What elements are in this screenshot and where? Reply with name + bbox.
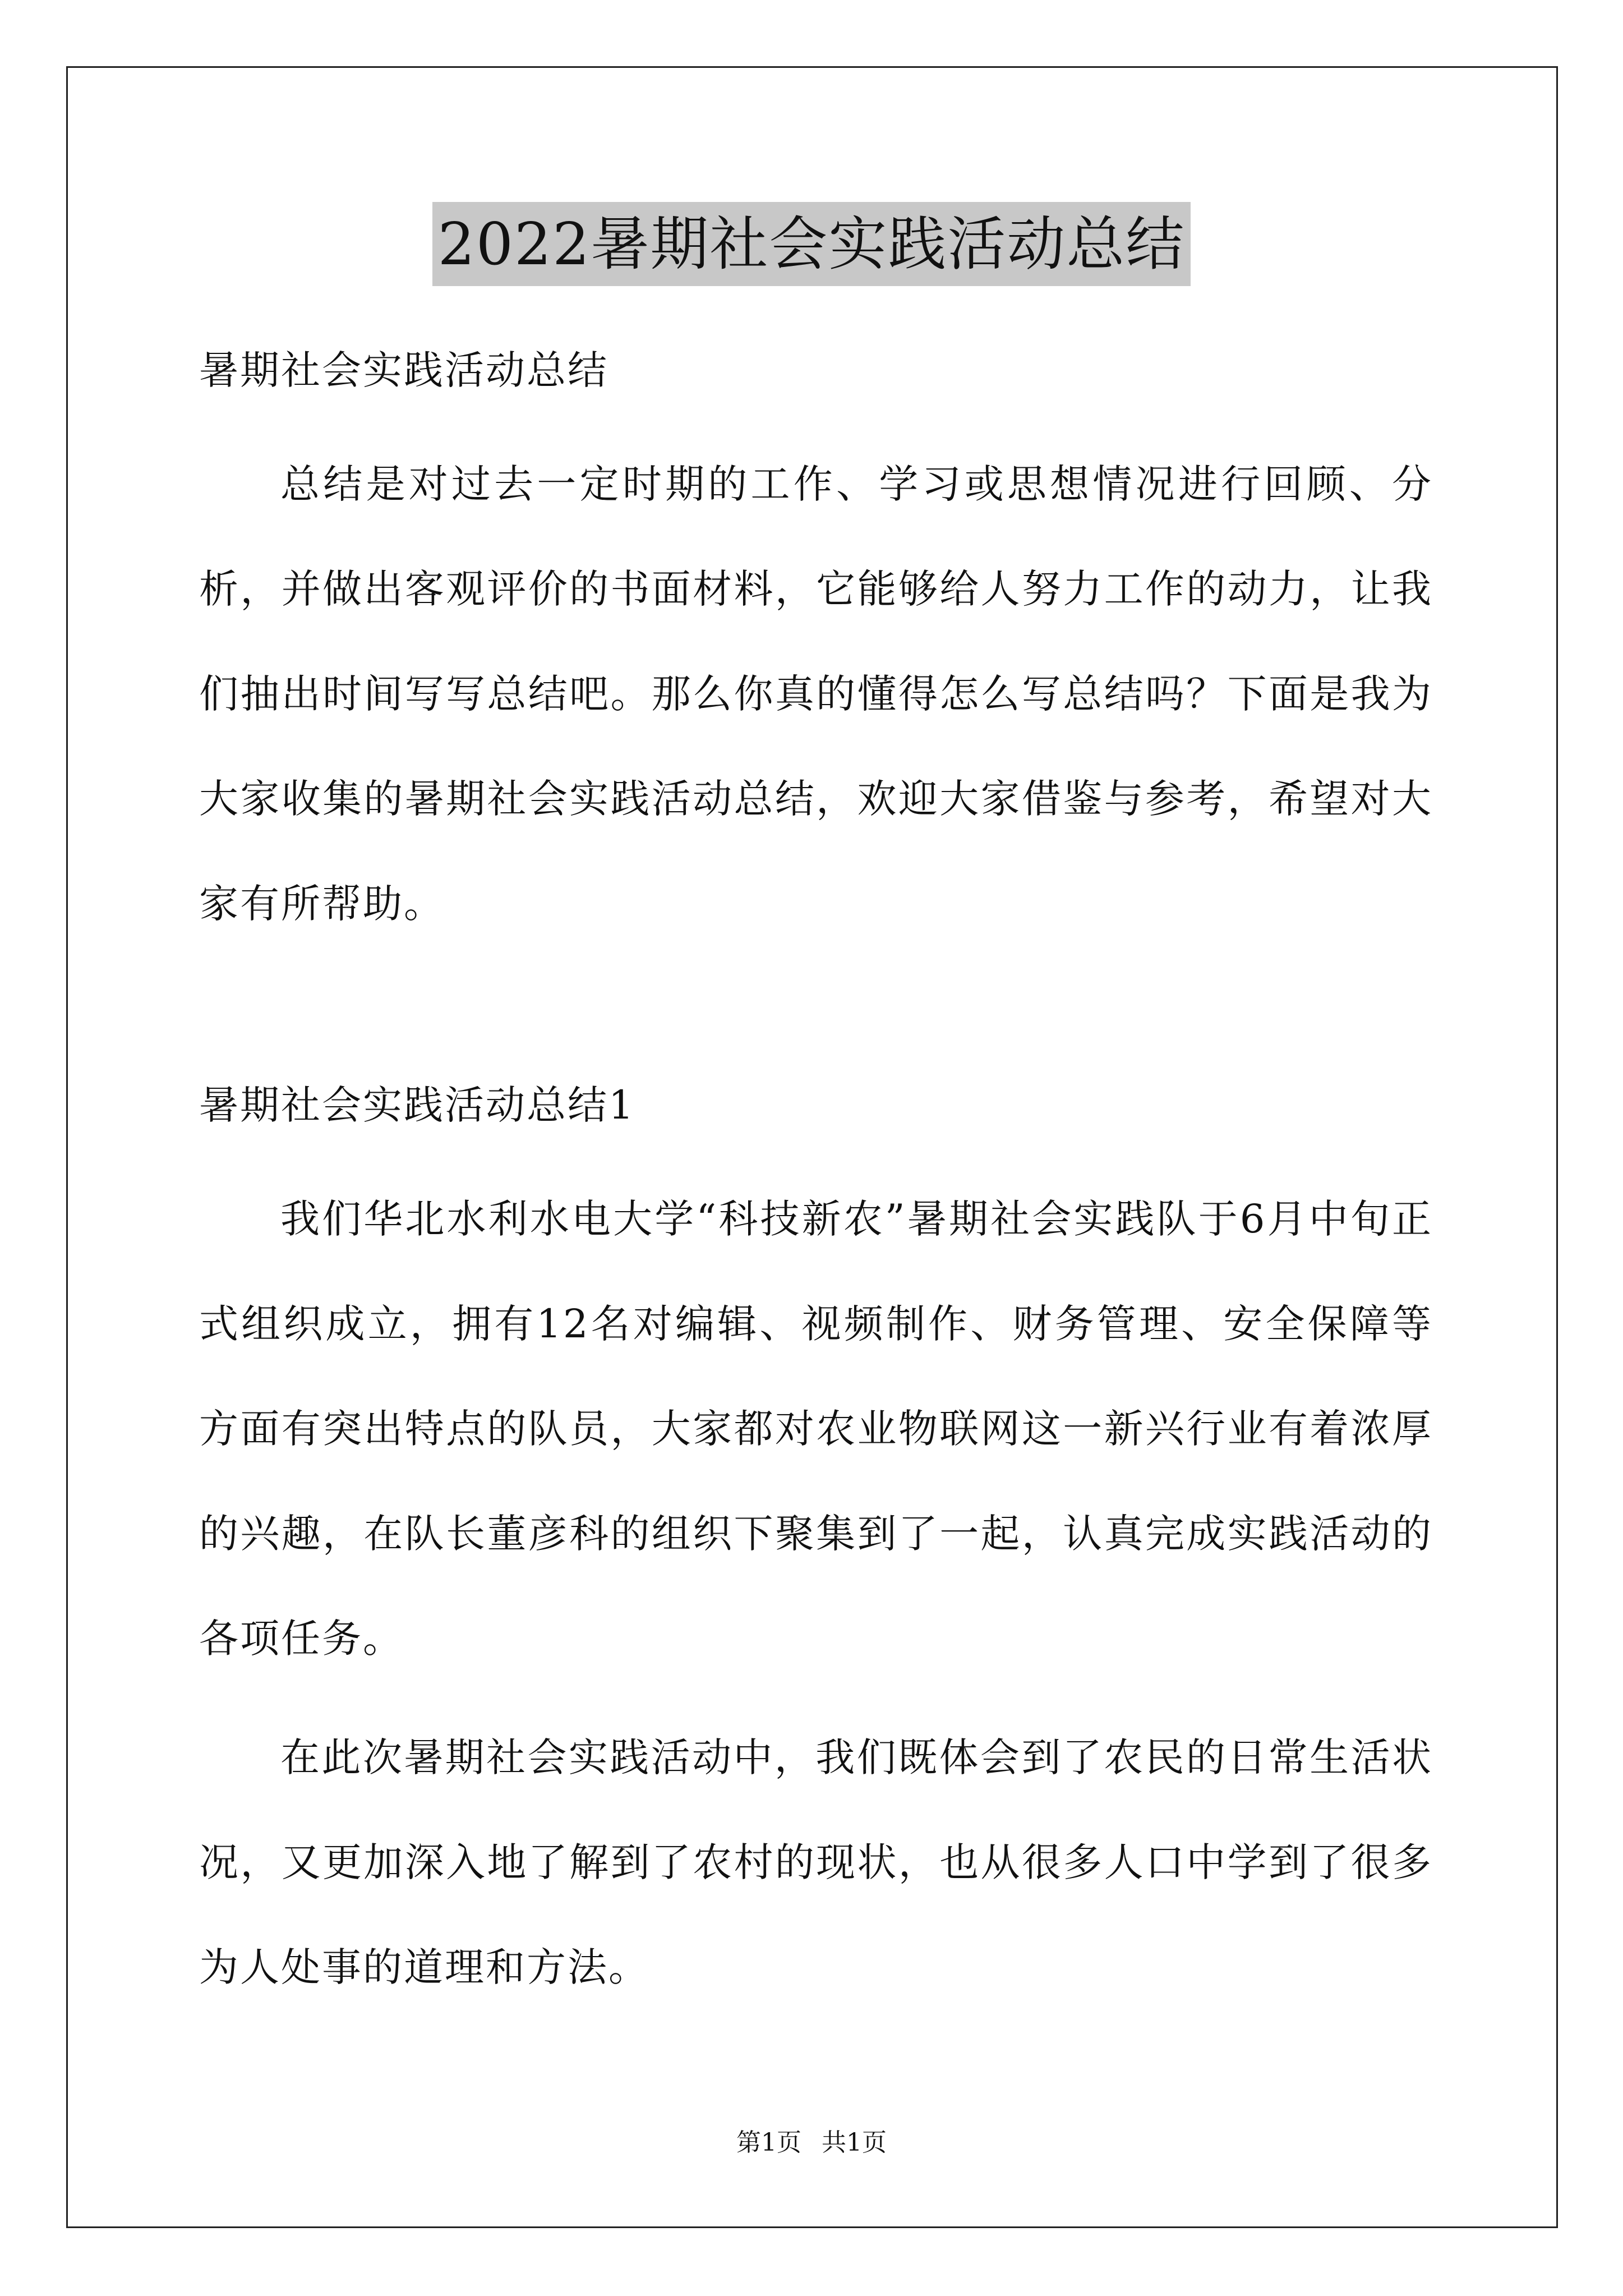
subtitle: 暑期社会实践活动总结 [199, 347, 608, 393]
document-title: 2022暑期社会实践活动总结 [432, 202, 1191, 286]
title-container [0, 202, 1623, 286]
section1-paragraph-1: 我们华北水利水电大学“科技新农”暑期社会实践队于6月中旬正式组织成立，拥有12名对编辑、视频制作、财务管理、安全保障等方面有突出特点的队员，大家都对农业物联网这一新兴行业有着浓厚的兴趣，在队长董彦科的组织下聚集到了一起，认真完成实践活动的各项任务。 [199, 1196, 1433, 1662]
page-number: 第1页 [736, 2128, 801, 2157]
page-total: 共1页 [822, 2128, 887, 2157]
section-heading: 暑期社会实践活动总结1 [199, 1082, 635, 1128]
intro-paragraph: 总结是对过去一定时期的工作、学习或思想情况进行回顾、分析，并做出客观评价的书面材料，它能够给人努力工作的动力，让我们抽出时间写写总结吧。那么你真的懂得怎么写总结吗？下面是我为大家收集的暑期社会实践活动总结，欢迎大家借鉴与参考，希望对大家有所帮助。 [199, 461, 1433, 927]
page-footer [0, 2126, 1623, 2160]
section1-paragraph-2: 在此次暑期社会实践活动中，我们既体会到了农民的日常生活状况，又更加深入地了解到了农村的现状，也从很多人口中学到了很多为人处事的道理和方法。 [199, 1734, 1433, 1990]
